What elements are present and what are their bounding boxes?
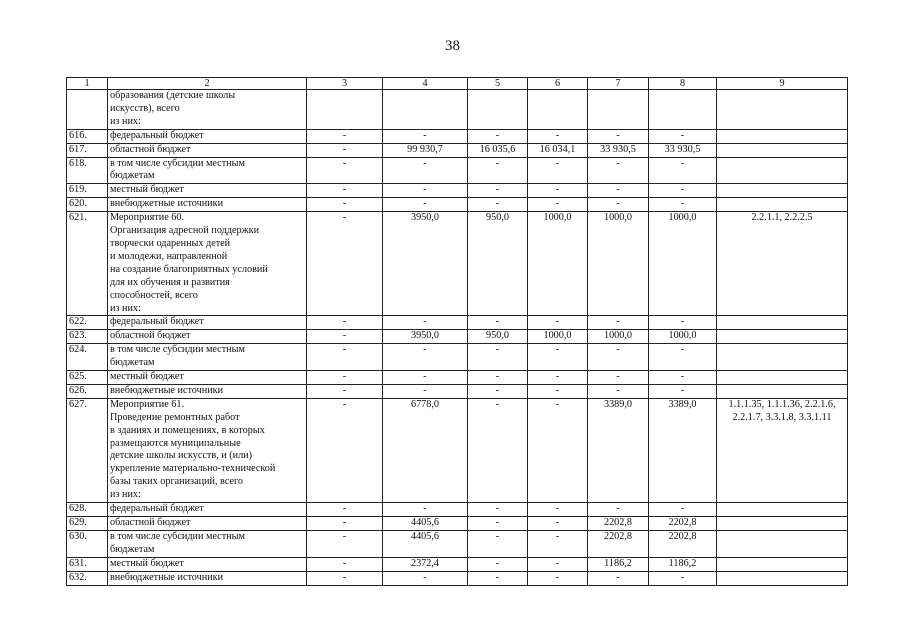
- reference-col9: [717, 503, 848, 517]
- value-col5: -: [468, 129, 528, 143]
- row-number: 627.: [67, 398, 108, 502]
- reference-col9: [717, 198, 848, 212]
- table-row: [67, 384, 848, 398]
- row-number: 617.: [67, 143, 108, 157]
- table-row: [67, 371, 848, 385]
- row-number: 623.: [67, 330, 108, 344]
- column-header: 6: [528, 78, 588, 90]
- page-number: 38: [445, 38, 460, 54]
- value-col5: -: [468, 344, 528, 371]
- value-col8: [649, 90, 717, 130]
- value-col6: -: [528, 371, 588, 385]
- row-description: местный бюджет: [108, 557, 307, 571]
- column-header: 4: [383, 78, 468, 90]
- value-col3: -: [307, 503, 383, 517]
- value-col3: [307, 90, 383, 130]
- value-col5: -: [468, 198, 528, 212]
- reference-col9: 1.1.1.35, 1.1.1.36, 2.2.1.6, 2.2.1.7, 3.3.1.8, 3.3.1.11: [717, 398, 848, 502]
- value-col7: -: [588, 184, 649, 198]
- value-col4: -: [383, 371, 468, 385]
- value-col7: 1000,0: [588, 330, 649, 344]
- value-col4: -: [383, 198, 468, 212]
- row-description: в том числе субсидии местным бюджетам: [108, 530, 307, 557]
- value-col7: -: [588, 157, 649, 184]
- reference-col9: [717, 530, 848, 557]
- value-col7: -: [588, 316, 649, 330]
- value-col6: -: [528, 129, 588, 143]
- table-row: [67, 330, 848, 344]
- value-col4: 2372,4: [383, 557, 468, 571]
- row-description: областной бюджет: [108, 517, 307, 531]
- reference-col9: [717, 129, 848, 143]
- value-col3: -: [307, 184, 383, 198]
- value-col7: [588, 90, 649, 130]
- value-col5: -: [468, 557, 528, 571]
- value-col6: [528, 90, 588, 130]
- table-row: [67, 344, 848, 371]
- value-col4: -: [383, 571, 468, 585]
- row-description: образования (детские школы искусств), всего из них:: [108, 90, 307, 130]
- reference-col9: [717, 330, 848, 344]
- reference-col9: [717, 384, 848, 398]
- row-description: внебюджетные источники: [108, 384, 307, 398]
- value-col6: -: [528, 398, 588, 502]
- value-col3: -: [307, 344, 383, 371]
- row-description: внебюджетные источники: [108, 198, 307, 212]
- value-col3: -: [307, 212, 383, 316]
- value-col3: -: [307, 530, 383, 557]
- value-col6: -: [528, 557, 588, 571]
- row-description: областной бюджет: [108, 330, 307, 344]
- value-col3: -: [307, 371, 383, 385]
- value-col6: -: [528, 384, 588, 398]
- value-col4: -: [383, 344, 468, 371]
- value-col5: -: [468, 398, 528, 502]
- value-col4: -: [383, 157, 468, 184]
- value-col6: 16 034,1: [528, 143, 588, 157]
- value-col8: 1000,0: [649, 212, 717, 316]
- value-col8: 2202,8: [649, 530, 717, 557]
- row-description: в том числе субсидии местным бюджетам: [108, 344, 307, 371]
- row-number: 629.: [67, 517, 108, 531]
- reference-col9: [717, 344, 848, 371]
- value-col4: -: [383, 316, 468, 330]
- row-number: 631.: [67, 557, 108, 571]
- column-header: 3: [307, 78, 383, 90]
- value-col5: -: [468, 371, 528, 385]
- value-col4: 4405,6: [383, 517, 468, 531]
- reference-col9: [717, 371, 848, 385]
- value-col5: -: [468, 530, 528, 557]
- value-col8: -: [649, 184, 717, 198]
- value-col8: -: [649, 316, 717, 330]
- value-col3: -: [307, 384, 383, 398]
- value-col7: -: [588, 503, 649, 517]
- row-number: 616.: [67, 129, 108, 143]
- value-col5: 16 035,6: [468, 143, 528, 157]
- value-col7: 1186,2: [588, 557, 649, 571]
- value-col7: 2202,8: [588, 517, 649, 531]
- row-description: местный бюджет: [108, 184, 307, 198]
- row-description: Мероприятие 60. Организация адресной поддержки творчески одаренных детей и молодежи, направленной на создание благоприятных условий для их обучения и развития способностей, всего из них:: [108, 212, 307, 316]
- value-col8: -: [649, 344, 717, 371]
- reference-col9: [717, 90, 848, 130]
- value-col3: -: [307, 398, 383, 502]
- table-row: [67, 198, 848, 212]
- reference-col9: [717, 316, 848, 330]
- row-number: 622.: [67, 316, 108, 330]
- value-col8: -: [649, 129, 717, 143]
- value-col8: 1186,2: [649, 557, 717, 571]
- row-description: Мероприятие 61. Проведение ремонтных работ в зданиях и помещениях, в которых размещаются муниципальные детские школы искусств, и (или) укрепление материально-технической базы таких организаций, всего из них:: [108, 398, 307, 502]
- row-number: 620.: [67, 198, 108, 212]
- table-row: [67, 557, 848, 571]
- value-col8: 3389,0: [649, 398, 717, 502]
- table-row: [67, 212, 848, 316]
- row-description: внебюджетные источники: [108, 571, 307, 585]
- value-col6: -: [528, 198, 588, 212]
- value-col4: -: [383, 384, 468, 398]
- value-col5: -: [468, 157, 528, 184]
- row-description: федеральный бюджет: [108, 503, 307, 517]
- value-col5: [468, 90, 528, 130]
- value-col8: 33 930,5: [649, 143, 717, 157]
- value-col6: -: [528, 316, 588, 330]
- value-col5: 950,0: [468, 212, 528, 316]
- value-col7: -: [588, 571, 649, 585]
- table-row: [67, 517, 848, 531]
- value-col6: 1000,0: [528, 330, 588, 344]
- row-description: федеральный бюджет: [108, 129, 307, 143]
- value-col5: -: [468, 571, 528, 585]
- table-row: [67, 316, 848, 330]
- column-header: 1: [67, 78, 108, 90]
- row-number: 626.: [67, 384, 108, 398]
- value-col8: -: [649, 384, 717, 398]
- value-col5: -: [468, 184, 528, 198]
- column-header: 7: [588, 78, 649, 90]
- value-col6: -: [528, 344, 588, 371]
- value-col4: 99 930,7: [383, 143, 468, 157]
- value-col8: -: [649, 571, 717, 585]
- value-col7: 33 930,5: [588, 143, 649, 157]
- value-col6: -: [528, 184, 588, 198]
- value-col5: -: [468, 503, 528, 517]
- row-number: 621.: [67, 212, 108, 316]
- value-col4: -: [383, 184, 468, 198]
- column-header: 9: [717, 78, 848, 90]
- value-col3: -: [307, 198, 383, 212]
- row-number: 618.: [67, 157, 108, 184]
- value-col8: -: [649, 198, 717, 212]
- table-row: [67, 184, 848, 198]
- row-number: 630.: [67, 530, 108, 557]
- value-col7: 2202,8: [588, 530, 649, 557]
- row-description: в том числе субсидии местным бюджетам: [108, 157, 307, 184]
- value-col4: 3950,0: [383, 212, 468, 316]
- row-description: местный бюджет: [108, 371, 307, 385]
- value-col8: -: [649, 157, 717, 184]
- row-number: 628.: [67, 503, 108, 517]
- row-number: 624.: [67, 344, 108, 371]
- reference-col9: [717, 571, 848, 585]
- reference-col9: [717, 184, 848, 198]
- value-col7: -: [588, 384, 649, 398]
- table-row: [67, 571, 848, 585]
- reference-col9: [717, 517, 848, 531]
- table-row: [67, 157, 848, 184]
- value-col7: -: [588, 198, 649, 212]
- reference-col9: 2.2.1.1, 2.2.2.5: [717, 212, 848, 316]
- value-col3: -: [307, 129, 383, 143]
- table-row: [67, 129, 848, 143]
- column-header: 5: [468, 78, 528, 90]
- table-row: [67, 398, 848, 502]
- table-row: [67, 530, 848, 557]
- value-col7: 3389,0: [588, 398, 649, 502]
- value-col3: -: [307, 157, 383, 184]
- value-col5: -: [468, 517, 528, 531]
- value-col6: -: [528, 530, 588, 557]
- value-col6: 1000,0: [528, 212, 588, 316]
- reference-col9: [717, 143, 848, 157]
- row-number: 632.: [67, 571, 108, 585]
- value-col7: -: [588, 371, 649, 385]
- value-col3: -: [307, 557, 383, 571]
- value-col8: 2202,8: [649, 517, 717, 531]
- value-col3: -: [307, 143, 383, 157]
- row-description: федеральный бюджет: [108, 316, 307, 330]
- reference-col9: [717, 157, 848, 184]
- table-row: [67, 143, 848, 157]
- value-col5: 950,0: [468, 330, 528, 344]
- table-row: [67, 503, 848, 517]
- value-col6: -: [528, 517, 588, 531]
- value-col8: -: [649, 503, 717, 517]
- value-col7: -: [588, 344, 649, 371]
- value-col4: -: [383, 503, 468, 517]
- row-description: областной бюджет: [108, 143, 307, 157]
- table-body: [67, 78, 848, 586]
- header-row: [67, 78, 848, 90]
- table-row: [67, 90, 848, 130]
- row-number: 625.: [67, 371, 108, 385]
- value-col8: 1000,0: [649, 330, 717, 344]
- value-col3: -: [307, 517, 383, 531]
- value-col3: -: [307, 330, 383, 344]
- value-col3: -: [307, 571, 383, 585]
- value-col5: -: [468, 384, 528, 398]
- value-col6: -: [528, 571, 588, 585]
- reference-col9: [717, 557, 848, 571]
- budget-table: [66, 77, 848, 586]
- value-col4: [383, 90, 468, 130]
- value-col7: 1000,0: [588, 212, 649, 316]
- value-col4: 6778,0: [383, 398, 468, 502]
- value-col4: 4405,6: [383, 530, 468, 557]
- row-number: 619.: [67, 184, 108, 198]
- value-col6: -: [528, 157, 588, 184]
- column-header: 2: [108, 78, 307, 90]
- value-col3: -: [307, 316, 383, 330]
- value-col7: -: [588, 129, 649, 143]
- value-col4: 3950,0: [383, 330, 468, 344]
- value-col5: -: [468, 316, 528, 330]
- column-header: 8: [649, 78, 717, 90]
- value-col6: -: [528, 503, 588, 517]
- value-col8: -: [649, 371, 717, 385]
- value-col4: -: [383, 129, 468, 143]
- row-number: [67, 90, 108, 130]
